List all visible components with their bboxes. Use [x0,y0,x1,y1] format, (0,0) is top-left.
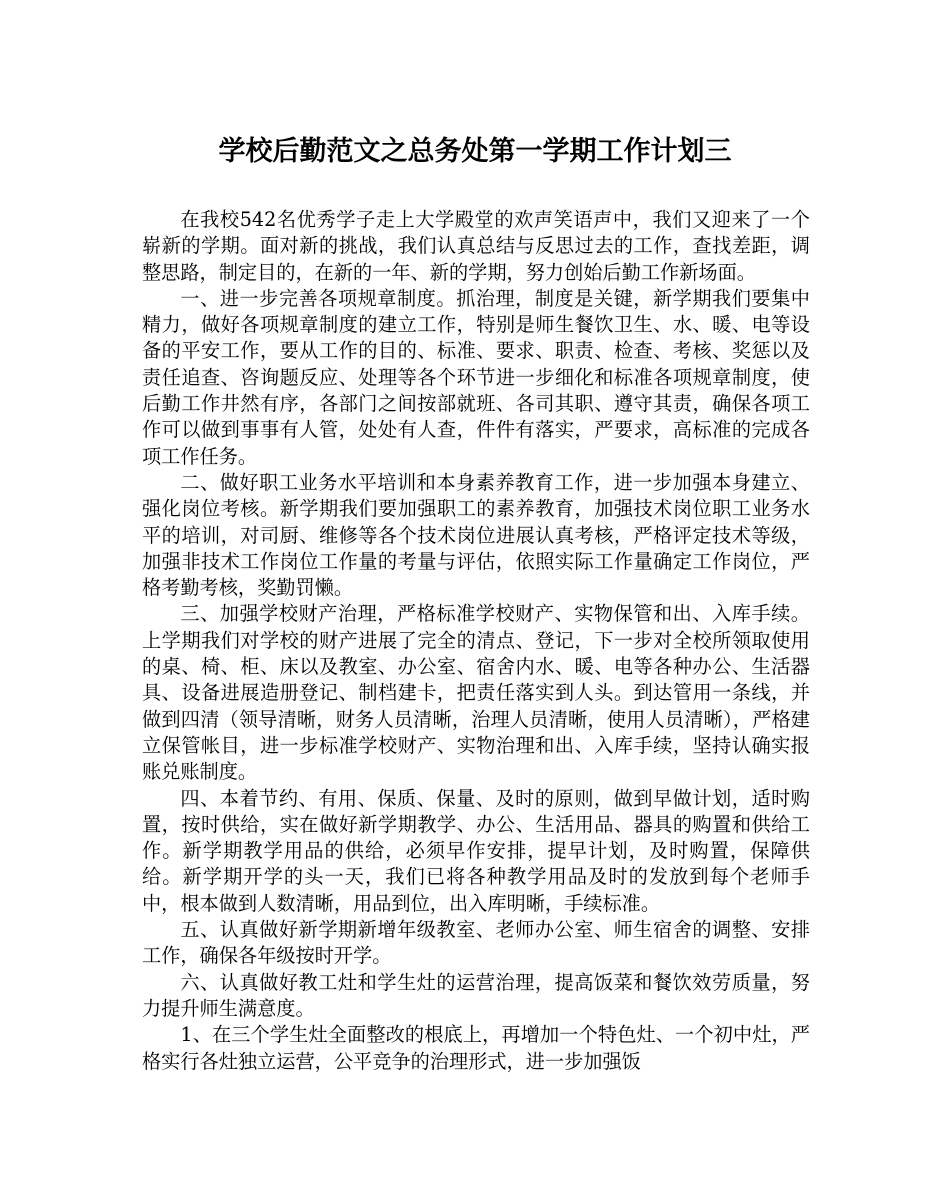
paragraph-section-2: 二、做好职工业务水平培训和本身素养教育工作，进一步加强本身建立、强化岗位考核。新学期我们要加强职工的素养教育，加强技术岗位职工业务水平的培训，对司厨、维修等各个技术岗位进展认真考核，严格评定技术等级，加强非技术工作岗位工作量的考量与评估，依照实际工作量确定工作岗位，严格考勤考核，奖勤罚懒。 [142,470,810,600]
paragraph-section-3: 三、加强学校财产治理，严格标准学校财产、实物保管和出、入库手续。上学期我们对学校的财产进展了完全的清点、登记，下一步对全校所领取使用的桌、椅、柜、床以及教室、办公室、宿舍内水、暖、电等各种办公、生活器具、设备进展造册登记、制档建卡，把责任落实到人头。到达管用一条线，并做到四清（领导清晰，财务人员清晰，治理人员清晰，使用人员清晰），严格建立保管帐目，进一步标准学校财产、实物治理和出、入库手续，坚持认确实报账兑账制度。 [142,602,810,784]
paragraph-section-6: 六、认真做好教工灶和学生灶的运营治理，提高饭菜和餐饮效劳质量，努力提升师生满意度。 [142,970,810,1020]
document-title: 学校后勤范文之总务处第一学期工作计划三 [218,136,732,167]
document-body [142,207,810,1075]
paragraph-item-1: 1、在三个学生灶全面整改的根底上，再增加一个特色灶、一个初中灶，严格实行各灶独立运营，公平竞争的治理形式，进一步加强饭 [142,1023,810,1073]
paragraph-intro: 在我校542名优秀学子走上大学殿堂的欢声笑语声中，我们又迎来了一个崭新的学期。面对新的挑战，我们认真总结与反思过去的工作，查找差距，调整思路，制定目的，在新的一年、新的学期，努力创始后勤工作新场面。 [142,208,810,284]
paragraph-section-5: 五、认真做好新学期新增年级教室、老师办公室、师生宿舍的调整、安排工作，确保各年级按时开学。 [142,918,810,968]
paragraph-section-1: 一、进一步完善各项规章制度。抓治理，制度是关键，新学期我们要集中精力，做好各项规章制度的建立工作，特别是师生餐饮卫生、水、暖、电等设备的平安工作，要从工作的目的、标准、要求、职责、检查、考核、奖惩以及责任追查、咨询题反应、处理等各个环节进一步细化和标准各项规章制度，使后勤工作井然有序，各部门之间按部就班、各司其职、遵守其责，确保各项工作可以做到事事有人管，处处有人查，件件有落实，严要求，高标准的完成各项工作任务。 [142,286,810,468]
paragraph-section-4: 四、本着节约、有用、保质、保量、及时的原则，做到早做计划，适时购置，按时供给，实在做好新学期教学、办公、生活用品、器具的购置和供给工作。新学期教学用品的供给，必须早作安排，提早计划，及时购置，保障供给。新学期开学的头一天，我们已将各种教学用品及时的发放到每个老师手中，根本做到人数清晰，用品到位，出入库明晰，手续标准。 [142,786,810,915]
